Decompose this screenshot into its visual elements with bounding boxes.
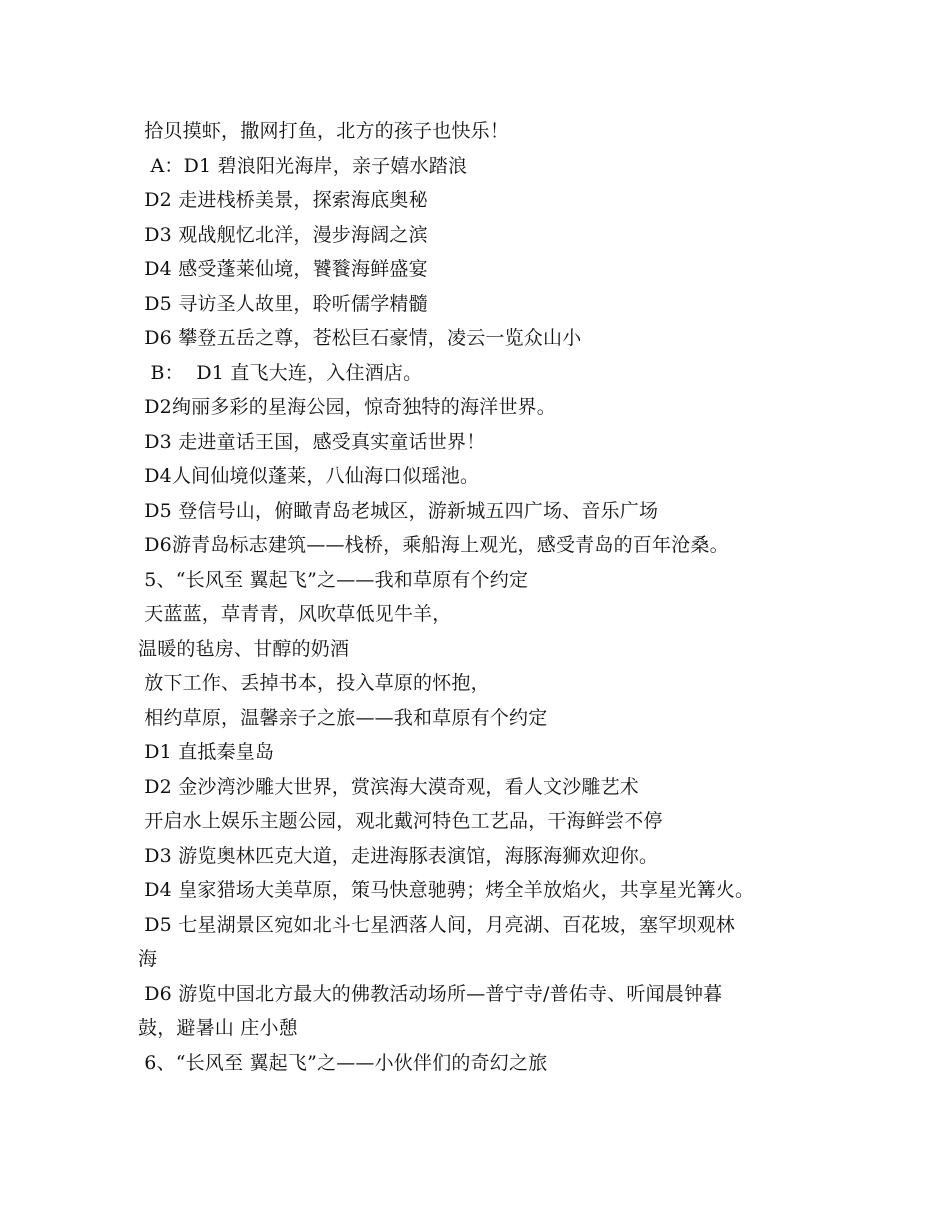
- text-line: D2 金沙湾沙雕大世界，赏滨海大漠奇观，看人文沙雕艺术: [138, 775, 640, 798]
- text-line: B： D1 直飞大连，入住酒店。: [138, 361, 423, 384]
- text-line: D5 登信号山，俯瞰青岛老城区，游新城五四广场、音乐广场: [138, 499, 659, 522]
- text-line: 鼓，避暑山 庄小憩: [138, 1017, 298, 1039]
- text-line: 温暖的毡房、甘醇的奶酒: [138, 637, 350, 660]
- text-line: 拾贝摸虾，撒网打鱼，北方的孩子也快乐！: [138, 120, 510, 142]
- section-heading: 6、“长风至 翼起飞”之——小伙伴们的奇幻之旅: [138, 1051, 548, 1074]
- text-line: D6 攀登五岳之尊，苍松巨石豪情，凌云一览众山小: [138, 327, 582, 349]
- text-line: 放下工作、丢掉书本，投入草原的怀抱，: [138, 672, 490, 694]
- text-line: A：D1 碧浪阳光海岸，亲子嬉水踏浪: [138, 154, 468, 177]
- text-line: D3 观战舰忆北洋，漫步海阔之滨: [138, 223, 428, 246]
- text-line: D2绚丽多彩的星海公园，惊奇独特的海洋世界。: [138, 396, 556, 418]
- text-line: D3 游览奥林匹克大道，走进海豚表演馆，海豚海狮欢迎你。: [138, 844, 659, 867]
- text-line: D6游青岛标志建筑——栈桥，乘船海上观光，感受青岛的百年沧桑。: [138, 534, 729, 556]
- text-line: D3 走进童话王国，感受真实童话世界！: [138, 430, 486, 453]
- text-line: 开启水上娱乐主题公园，观北戴河特色工艺品，干海鲜尝不停: [138, 810, 663, 832]
- text-line: 相约草原，温馨亲子之旅——我和草原有个约定: [138, 706, 548, 729]
- text-line: D4 皇家猎场大美草原，策马快意驰骋；烤全羊放焰火，共享星光篝火。: [138, 879, 755, 901]
- text-line: D2 走进栈桥美景，探索海底奥秘: [138, 189, 428, 211]
- text-line: D1 直抵秦皇岛: [138, 741, 275, 763]
- text-line: 海: [138, 948, 158, 970]
- section-heading: 5、“长风至 翼起飞”之——我和草原有个约定: [138, 568, 529, 591]
- text-line: D4人间仙境似蓬莱，八仙海口似瑶池。: [138, 465, 480, 487]
- document-body: [138, 114, 828, 1080]
- text-line: D4 感受蓬莱仙境，饕餮海鲜盛宴: [138, 258, 428, 280]
- text-line: D5 七星湖景区宛如北斗七星洒落人间，月亮湖、百花坡，塞罕坝观林: [138, 913, 736, 936]
- text-line: D6 游览中国北方最大的佛教活动场所—普宁寺/普佑寺、听闻晨钟暮: [138, 982, 723, 1005]
- text-line: D5 寻访圣人故里，聆听儒学精髓: [138, 292, 428, 315]
- text-line: 天蓝蓝，草青青，风吹草低见牛羊，: [138, 603, 452, 625]
